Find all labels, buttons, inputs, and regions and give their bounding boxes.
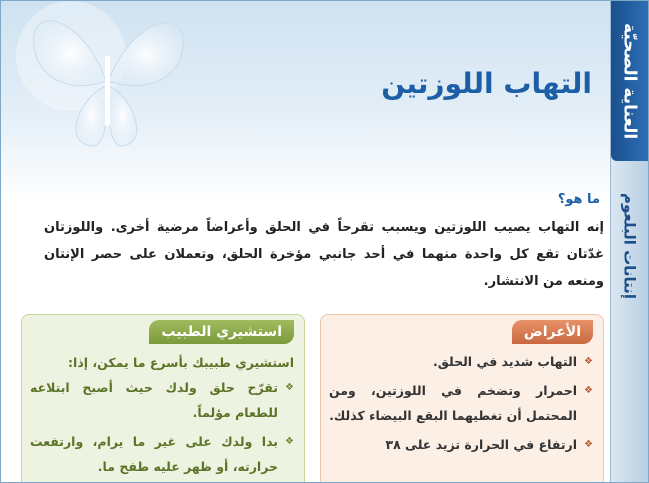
list-item-text: بدا ولدك على غير ما يرام، وارتفعت حرارته، أو ظهر عليه طفح ما.	[30, 434, 278, 474]
section-title-text: العناية الصحيّة	[619, 22, 640, 140]
page-title: التهاب اللوزتين	[381, 67, 592, 100]
question-heading: ما هو؟	[557, 192, 600, 207]
doctor-list	[30, 375, 294, 483]
section-title-tab	[611, 1, 648, 161]
symptoms-list	[329, 349, 593, 461]
list-item-text: تقرّح حلق ولدك حيث أصبح ابتلاعه للطعام مؤلماً.	[30, 380, 278, 420]
intro-paragraph: إنه التهاب يصيب اللوزتين ويسبب تقرحاً في الحلق وأعراضاً مرضية أخرى. واللوزتان غدّتان تقع كل واحدة منهما في أحد جانبي مؤخرة الحلق، وتعملان على حصر الإنتان ومنعه من الانتشار.	[44, 220, 604, 289]
diamond-bullet-icon: ❖	[285, 382, 294, 393]
list-item-text: التهاب شديد في الحلق.	[432, 354, 577, 369]
doctor-lead: استشيري طبيبك بأسرع ما يمكن، إذا:	[68, 355, 294, 370]
list-item-text: احمرار وتضخم في اللوزتين، ومن المحتمل أن تغطيهما البقع البيضاء كذلك.	[329, 383, 577, 423]
butterfly-icon	[11, 1, 201, 171]
list-item	[329, 432, 593, 457]
diamond-bullet-icon: ❖	[285, 436, 294, 447]
list-item	[329, 349, 593, 374]
list-item	[30, 429, 294, 479]
series-title-tab	[611, 166, 648, 326]
symptoms-box	[320, 314, 604, 483]
series-title-text: إنتانات البلعوم	[620, 193, 639, 299]
doctor-title: استشيري الطبيب	[149, 320, 294, 344]
list-item	[30, 375, 294, 425]
list-item-text: ارتفاع في الحرارة تزيد على ٣٨	[385, 437, 577, 452]
doctor-box	[21, 314, 305, 483]
diamond-bullet-icon: ❖	[584, 439, 593, 450]
list-item	[329, 378, 593, 428]
diamond-bullet-icon: ❖	[584, 356, 593, 367]
symptoms-title: الأعراض	[512, 320, 593, 344]
diamond-bullet-icon: ❖	[584, 385, 593, 396]
